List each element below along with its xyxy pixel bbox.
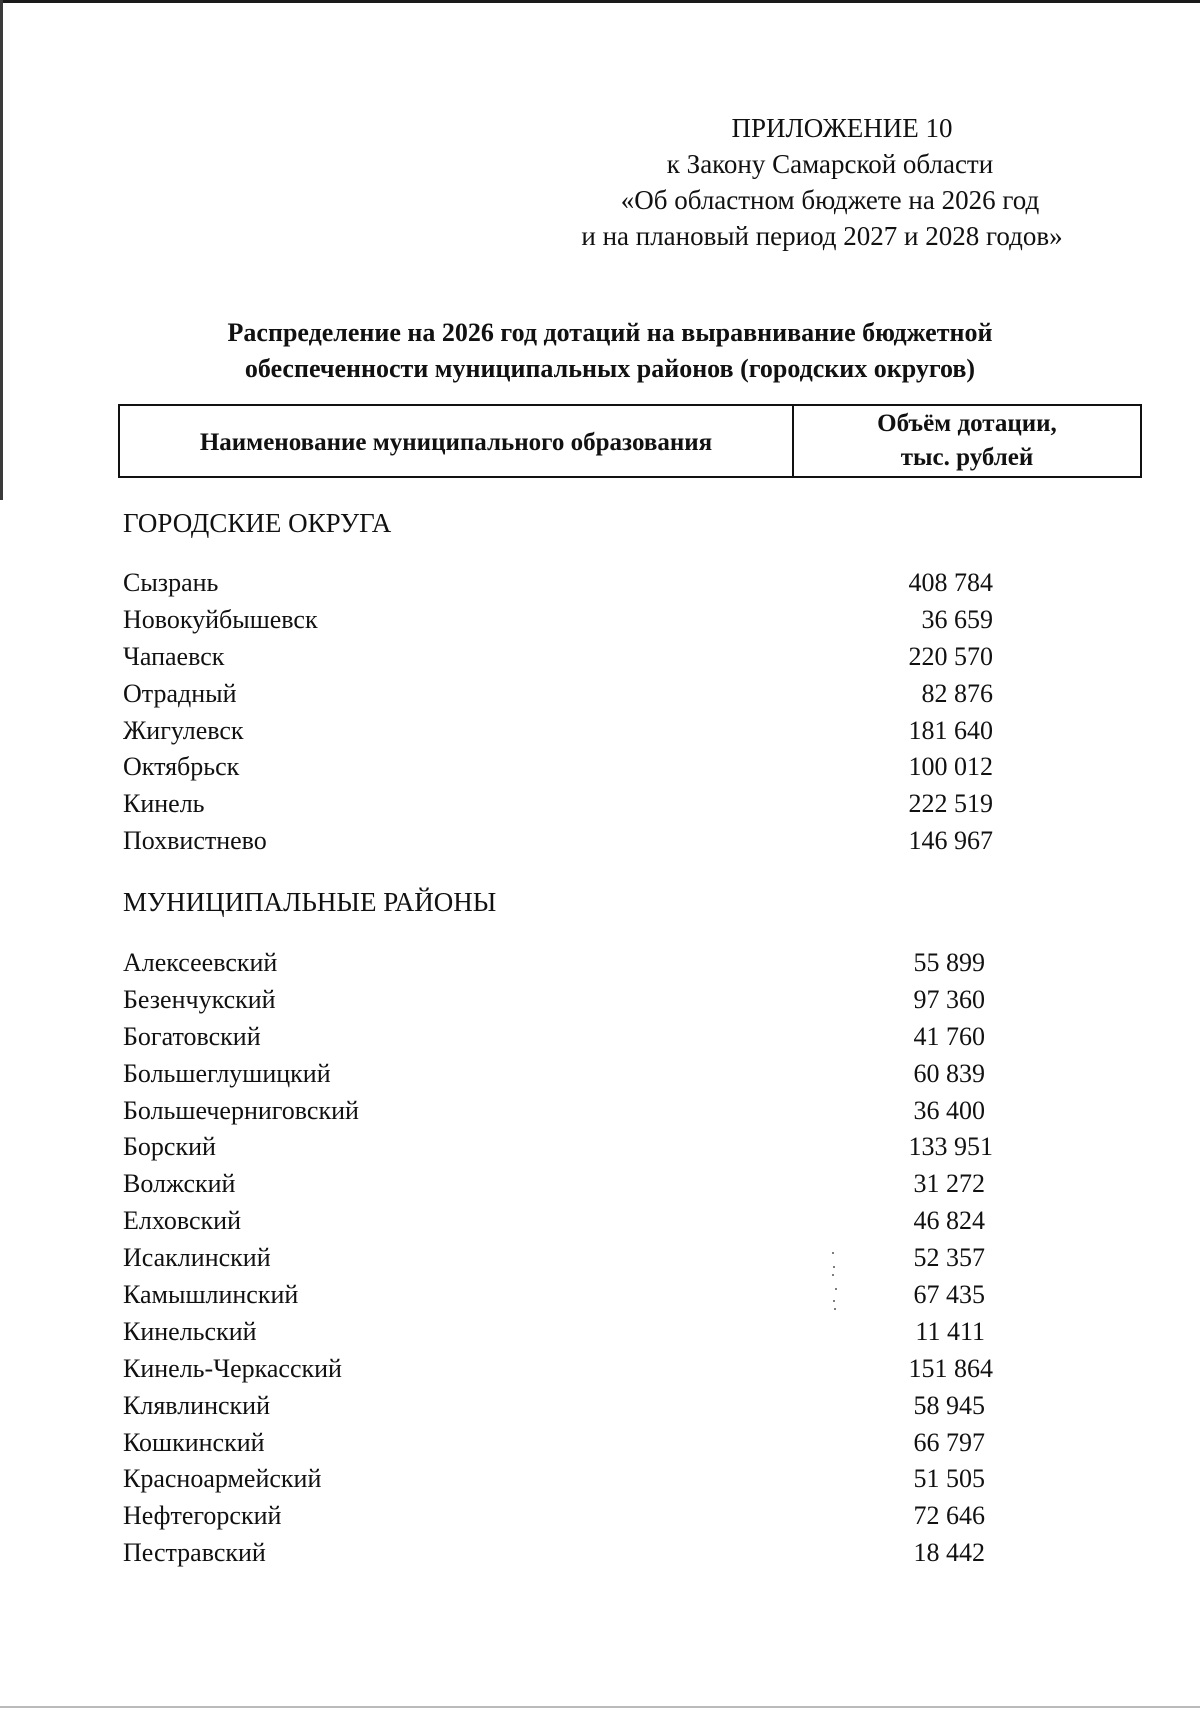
column-header-volume (794, 406, 1140, 476)
table-row (123, 1498, 1023, 1535)
table-row (123, 639, 1023, 676)
table-row (123, 749, 1023, 786)
table-row (123, 1203, 1023, 1240)
row-value: 100 012 (908, 752, 993, 782)
row-value: 67 435 (913, 1280, 985, 1310)
table-row (123, 1277, 1023, 1314)
scan-edge-top (0, 0, 1200, 3)
row-name: Борский (123, 1132, 216, 1162)
row-name: Сызрань (123, 568, 219, 597)
table-row (123, 565, 1023, 602)
document-title-line1: Распределение на 2026 год дотаций на выравнивание бюджетной (227, 318, 993, 347)
table-row (123, 982, 1023, 1019)
row-name: Кинельский (123, 1316, 257, 1346)
annex-number: ПРИЛОЖЕНИЕ 10 (731, 113, 953, 143)
table-row (123, 1425, 1023, 1462)
document-title-line2: обеспеченности муниципальных районов (городских округов) (244, 354, 976, 383)
row-name: Большеглушицкий (123, 1058, 331, 1088)
row-value: 31 272 (913, 1169, 985, 1199)
document-title (110, 315, 1110, 387)
row-name: Кошкинский (123, 1427, 265, 1457)
scan-specks (832, 1252, 838, 1312)
municipal-districts-list (123, 945, 1023, 1572)
table-row (123, 1240, 1023, 1277)
row-value: 18 442 (913, 1538, 985, 1568)
table-row (123, 1019, 1023, 1056)
table-row (123, 676, 1023, 713)
row-value: 181 640 (908, 715, 993, 745)
row-name: Алексеевский (123, 948, 278, 977)
column-header-volume-line1: Объём дотации, (877, 410, 1057, 437)
table-row (123, 1351, 1023, 1388)
row-name: Красноармейский (123, 1464, 322, 1494)
row-value: 82 876 (921, 678, 993, 708)
section-heading-municipal-districts: МУНИЦИПАЛЬНЫЕ РАЙОНЫ (123, 887, 497, 917)
row-value: 222 519 (908, 789, 993, 819)
row-name: Кинель (123, 789, 205, 819)
column-header-volume-line2: тыс. рублей (900, 444, 1034, 471)
row-name: Клявлинский (123, 1390, 271, 1420)
row-name: Похвистнево (123, 826, 267, 856)
row-name: Безенчукский (123, 984, 276, 1014)
row-value: 220 570 (908, 641, 993, 671)
table-row (123, 1314, 1023, 1351)
city-districts-list (123, 565, 1023, 860)
column-header-name (120, 406, 794, 476)
row-value: 52 357 (913, 1243, 985, 1273)
annex-law-reference: к Закону Самарской области (666, 149, 994, 179)
row-name: Пестравский (123, 1538, 266, 1568)
row-name: Большечерниговский (123, 1095, 359, 1125)
row-value: 60 839 (913, 1058, 985, 1088)
row-value: 51 505 (913, 1464, 985, 1494)
table-row (123, 1056, 1023, 1093)
row-value: 97 360 (913, 984, 985, 1014)
row-value: 36 659 (921, 604, 993, 634)
row-name: Богатовский (123, 1021, 261, 1051)
section-heading-city-districts: ГОРОДСКИЕ ОКРУГА (123, 508, 392, 538)
table-row (123, 1535, 1023, 1572)
annex-law-title-line1: «Об областном бюджете на 2026 год (620, 185, 1040, 215)
row-value: 41 760 (913, 1021, 985, 1051)
table-row (123, 1461, 1023, 1498)
table-row (123, 823, 1023, 860)
row-name: Октябрьск (123, 752, 240, 782)
annex-law-title-line2: и на плановый период 2027 и 2028 годов» (581, 221, 1063, 251)
table-row (123, 602, 1023, 639)
row-value: 408 784 (908, 568, 993, 597)
row-value: 66 797 (913, 1427, 985, 1457)
annex-block (560, 110, 1100, 254)
row-value: 55 899 (913, 948, 985, 977)
row-value: 11 411 (915, 1316, 985, 1346)
table-row (123, 786, 1023, 823)
row-name: Исаклинский (123, 1243, 271, 1273)
table-row (123, 1388, 1023, 1425)
row-name: Камышлинский (123, 1280, 299, 1310)
row-value: 146 967 (908, 826, 993, 856)
scan-edge-left (0, 0, 3, 500)
table-header (118, 404, 1142, 478)
row-name: Новокуйбышевск (123, 604, 318, 634)
row-value: 58 945 (913, 1390, 985, 1420)
table-row (123, 1093, 1023, 1130)
column-header-name-label: Наименование муниципального образования (199, 429, 713, 456)
row-name: Отрадный (123, 678, 237, 708)
row-name: Нефтегорский (123, 1501, 282, 1531)
row-name: Кинель-Черкасский (123, 1353, 342, 1383)
row-value: 133 951 (908, 1132, 993, 1162)
scan-edge-bottom (0, 1706, 1200, 1708)
table-row (123, 1166, 1023, 1203)
row-value: 151 864 (908, 1353, 993, 1383)
row-name: Чапаевск (123, 641, 225, 671)
row-value: 46 824 (913, 1206, 985, 1236)
table-row (123, 1129, 1023, 1166)
row-name: Елховский (123, 1206, 241, 1236)
row-name: Волжский (123, 1169, 236, 1199)
row-name: Жигулевск (123, 715, 244, 745)
table-row (123, 945, 1023, 982)
table-row (123, 713, 1023, 750)
row-value: 72 646 (913, 1501, 985, 1531)
row-value: 36 400 (913, 1095, 985, 1125)
